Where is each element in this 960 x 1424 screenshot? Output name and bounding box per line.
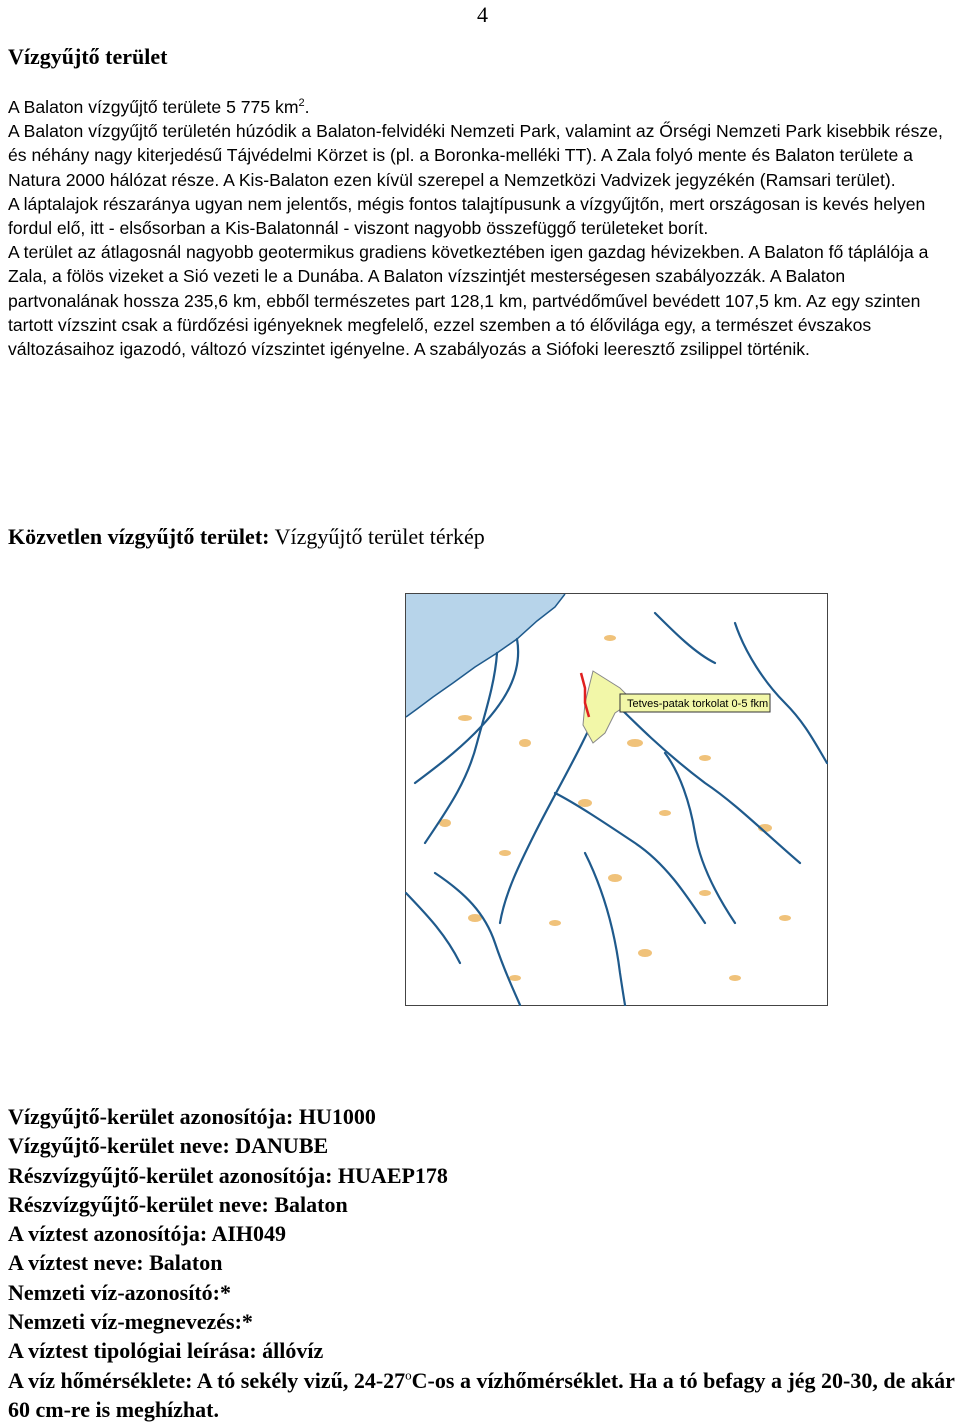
- paragraph-peat-soils: A láptalajok részaránya ugyan nem jelentős, mégis fontos talajtípusunk a vízgyűjtőn, mert országosan is kevés helyen fordul elő, itt - elsősorban a Kis-Balatonnál - viszont nagyobb összefüggő területeket borít.: [8, 193, 926, 239]
- national-water-name: Nemzeti víz-megnevezés:*: [8, 1309, 253, 1335]
- intro-text: [8, 95, 958, 361]
- water-body-details: [8, 1102, 958, 1424]
- national-water-id: Nemzeti víz-azonosító:*: [8, 1279, 231, 1305]
- district-name: Vízgyűjtő-kerület neve: DANUBE: [8, 1133, 329, 1159]
- map-label: Tetves-patak torkolat 0-5 fkm: [627, 698, 769, 710]
- water-body-id: A víztest azonosítója: AIH049: [8, 1221, 287, 1247]
- water-body-name: A víztest neve: Balaton: [8, 1250, 223, 1276]
- catchment-heading: Közvetlen vízgyűjtő terület: Vízgyűjtő terület térkép: [8, 524, 485, 549]
- sub-district-name: Részvízgyűjtő-kerület neve: Balaton: [8, 1191, 348, 1217]
- area-line: A Balaton vízgyűjtő területe 5 775 $km^2$.: [8, 97, 310, 117]
- page-number: 4: [477, 2, 488, 27]
- section-title: Vízgyűjtő terület: [8, 44, 168, 69]
- district-id: Vízgyűjtő-kerület azonosítója: HU1000: [8, 1104, 376, 1129]
- catchment-map: [405, 593, 828, 1006]
- paragraph-protected-areas: A Balaton vízgyűjtő területén húzódik a Balaton-felvidéki Nemzeti Park, valamint az Őrségi Nemzeti Park kisebbik része, és néhány nagy kiterjedésű Tájvédelmi Körzet is (pl. a Boronka-melléki TT). A Zala folyó mente és Balaton területe a Natura 2000 hálózat része. A Kis-Balaton ezen kívül szerepel a Nemzetközi Vadvizek jegyzékén (Ramsari terület).: [8, 121, 943, 190]
- water-temperature: A víz hőmérséklete: A tó sekély vizű, 24-27$^o$C-os a vízhőmérséklet. Ha a tó befagy a jég 20-30, de akár 60 cm-re is meghízhat.: [8, 1367, 955, 1422]
- typology: A víztest tipológiai leírása: állóvíz: [8, 1338, 324, 1364]
- paragraph-hydrology: A terület az átlagosnál nagyobb geotermikus gradiens következtében igen gazdag hévizekben. A Balaton fő táplálója a Zala, a fölös vizeket a Sió vezeti le a Dunába. A Balaton vízszintjét mesterségesen szabályozzák. A Balaton partvonalának hossza 235,6 km, ebből természetes part 128,1 km, partvédőművel bevédett 107,5 km. Az egy szinten tartott vízszint csak a fürdőzési igényeknek megfelelő, ezzel szemben a tó élővilága egy, a természet évszakos változásaihoz igazodó, változó vízszintet igényelne. A szabályozás a Siófoki leeresztő zsilippel történik.: [8, 242, 929, 360]
- sub-district-id: Részvízgyűjtő-kerület azonosítója: HUAEP178: [8, 1162, 448, 1188]
